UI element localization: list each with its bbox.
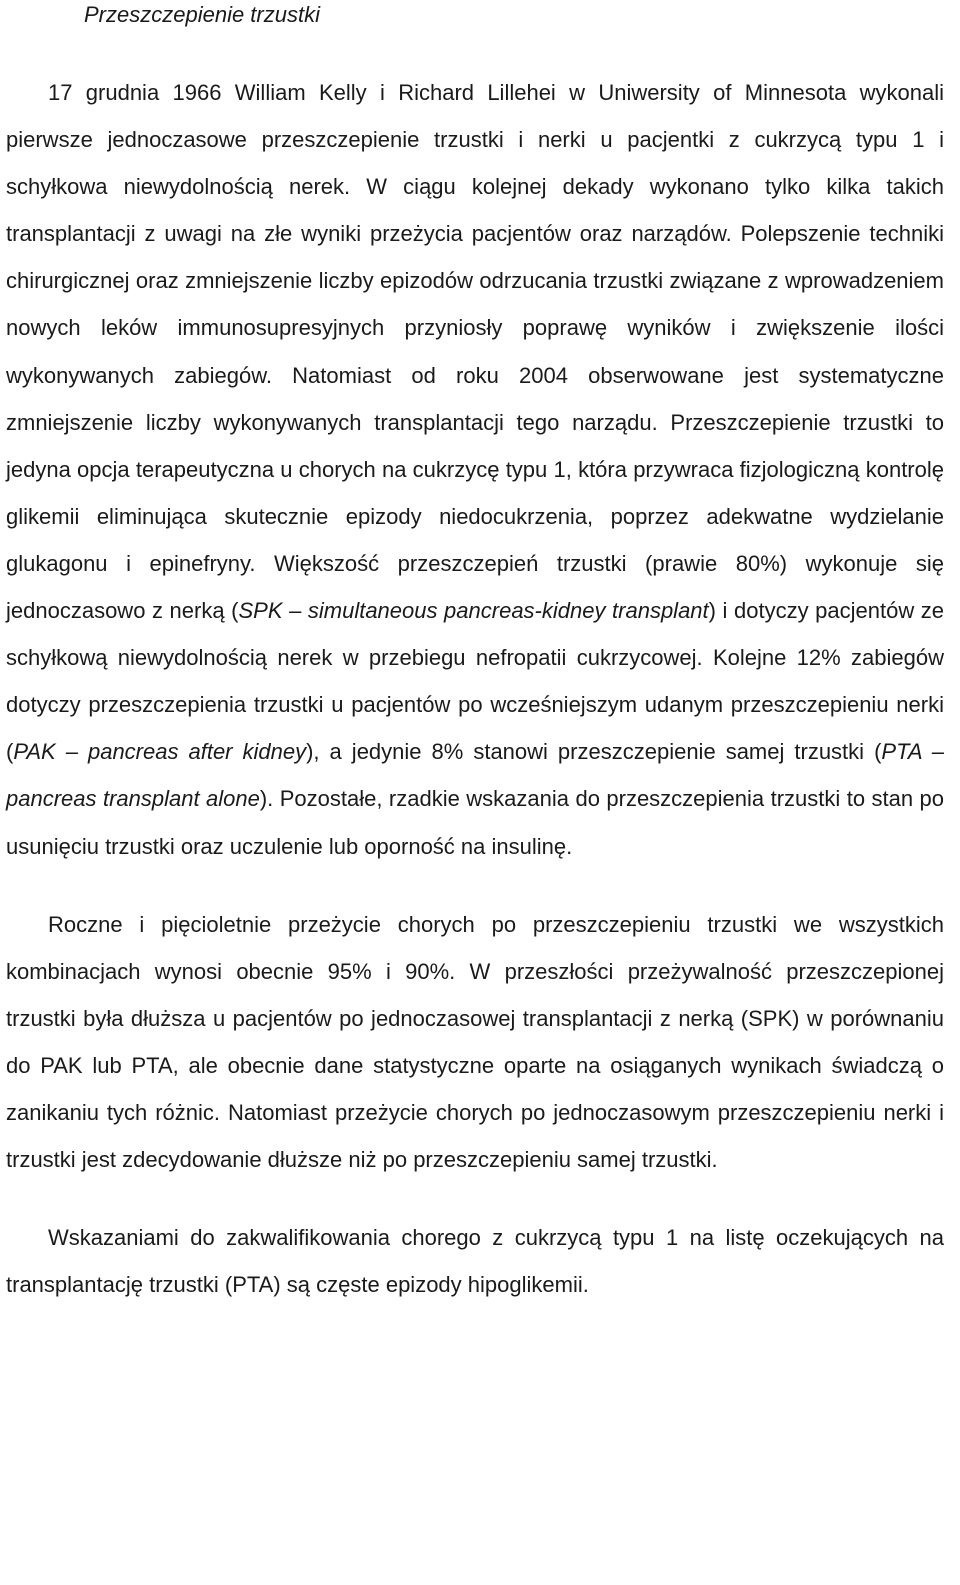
paragraph-text: ). Pozostałe, rzadkie wskazania do przeszczepienia trzustki to stan po usunięciu trzustki oraz uczulenie lub oporność na insulinę.: [6, 786, 945, 859]
paragraph-history: [6, 69, 944, 870]
paragraph-text: 17 grudnia 1966 William Kelly i Richard Lillehei w Uniwersity of Minnesota wykonali pierwsze jednoczasowe przeszczepienie trzustki i nerki u pacjentki z cukrzycą typu 1 i schyłkowa niewydolnością nerek. W ciągu kolejnej dekady wykonano tylko kilka takich transplantacji z uwagi na złe wyniki przeżycia pacjentów oraz narządów. Polepszenie techniki chirurgicznej oraz zmniejszenie liczby epizodów odrzucania trzustki związane z wprowadzeniem nowych leków immunosupresyjnych przyniosły poprawę wyników i zwiększenie ilości wykonywanych zabiegów. Natomiast od roku 2004 obserwowane jest systematyczne zmniejszenie liczby wykonywanych transplantacji tego narządu. Przeszczepienie trzustki to jedyna opcja terapeutyczna u chorych na cukrzycę typu 1, która przywraca fizjologiczną kontrolę glikemii eliminująca skutecznie epizody niedocukrzenia, poprzez adekwatne wydzielanie glukagonu i epinefryny. Większość przeszczepień trzustki (prawie 80%) wykonuje się jednoczasowo z nerką (: [6, 80, 944, 624]
pak-abbreviation: PAK – pancreas after kidney: [13, 739, 307, 765]
paragraph-text: ) i dotyczy pacjentów ze schyłkową niewydolnością nerek w przebiegu nefropatii cukrzycowej. Kolejne 12% zabiegów dotyczy przeszczepienia trzustki u pacjentów po wcześniejszym udanym przeszczepieniu nerki (: [6, 598, 945, 765]
document-page: [6, 0, 944, 1308]
paragraph-text: ), a jedynie 8% stanowi przeszczepienie samej trzustki (: [306, 739, 882, 765]
spk-abbreviation: SPK – simultaneous pancreas-kidney transplant: [238, 598, 709, 624]
paragraph-survival: Roczne i pięcioletnie przeżycie chorych po przeszczepieniu trzustki we wszystkich kombinacjach wynosi obecnie 95% i 90%. W przeszłości przeżywalność przeszczepionej trzustki była dłuższa u pacjentów po jednoczasowej transplantacji z nerką (SPK) w porównaniu do PAK lub PTA, ale obecnie dane statystyczne oparte na osiąganych wynikach świadczą o zanikaniu tych różnic. Natomiast przeżycie chorych po jednoczasowym przeszczepieniu nerki i trzustki jest zdecydowanie dłuższe niż po przeszczepieniu samej trzustki.: [6, 911, 944, 1173]
section-heading: Przeszczepienie trzustki: [84, 2, 320, 27]
paragraph-indications: Wskazaniami do zakwalifikowania chorego z cukrzycą typu 1 na listę oczekujących na transplantację trzustki (PTA) są częste epizody hipoglikemii.: [6, 1225, 944, 1298]
pta-abbreviation: PTA – pancreas transplant alone: [6, 739, 944, 812]
